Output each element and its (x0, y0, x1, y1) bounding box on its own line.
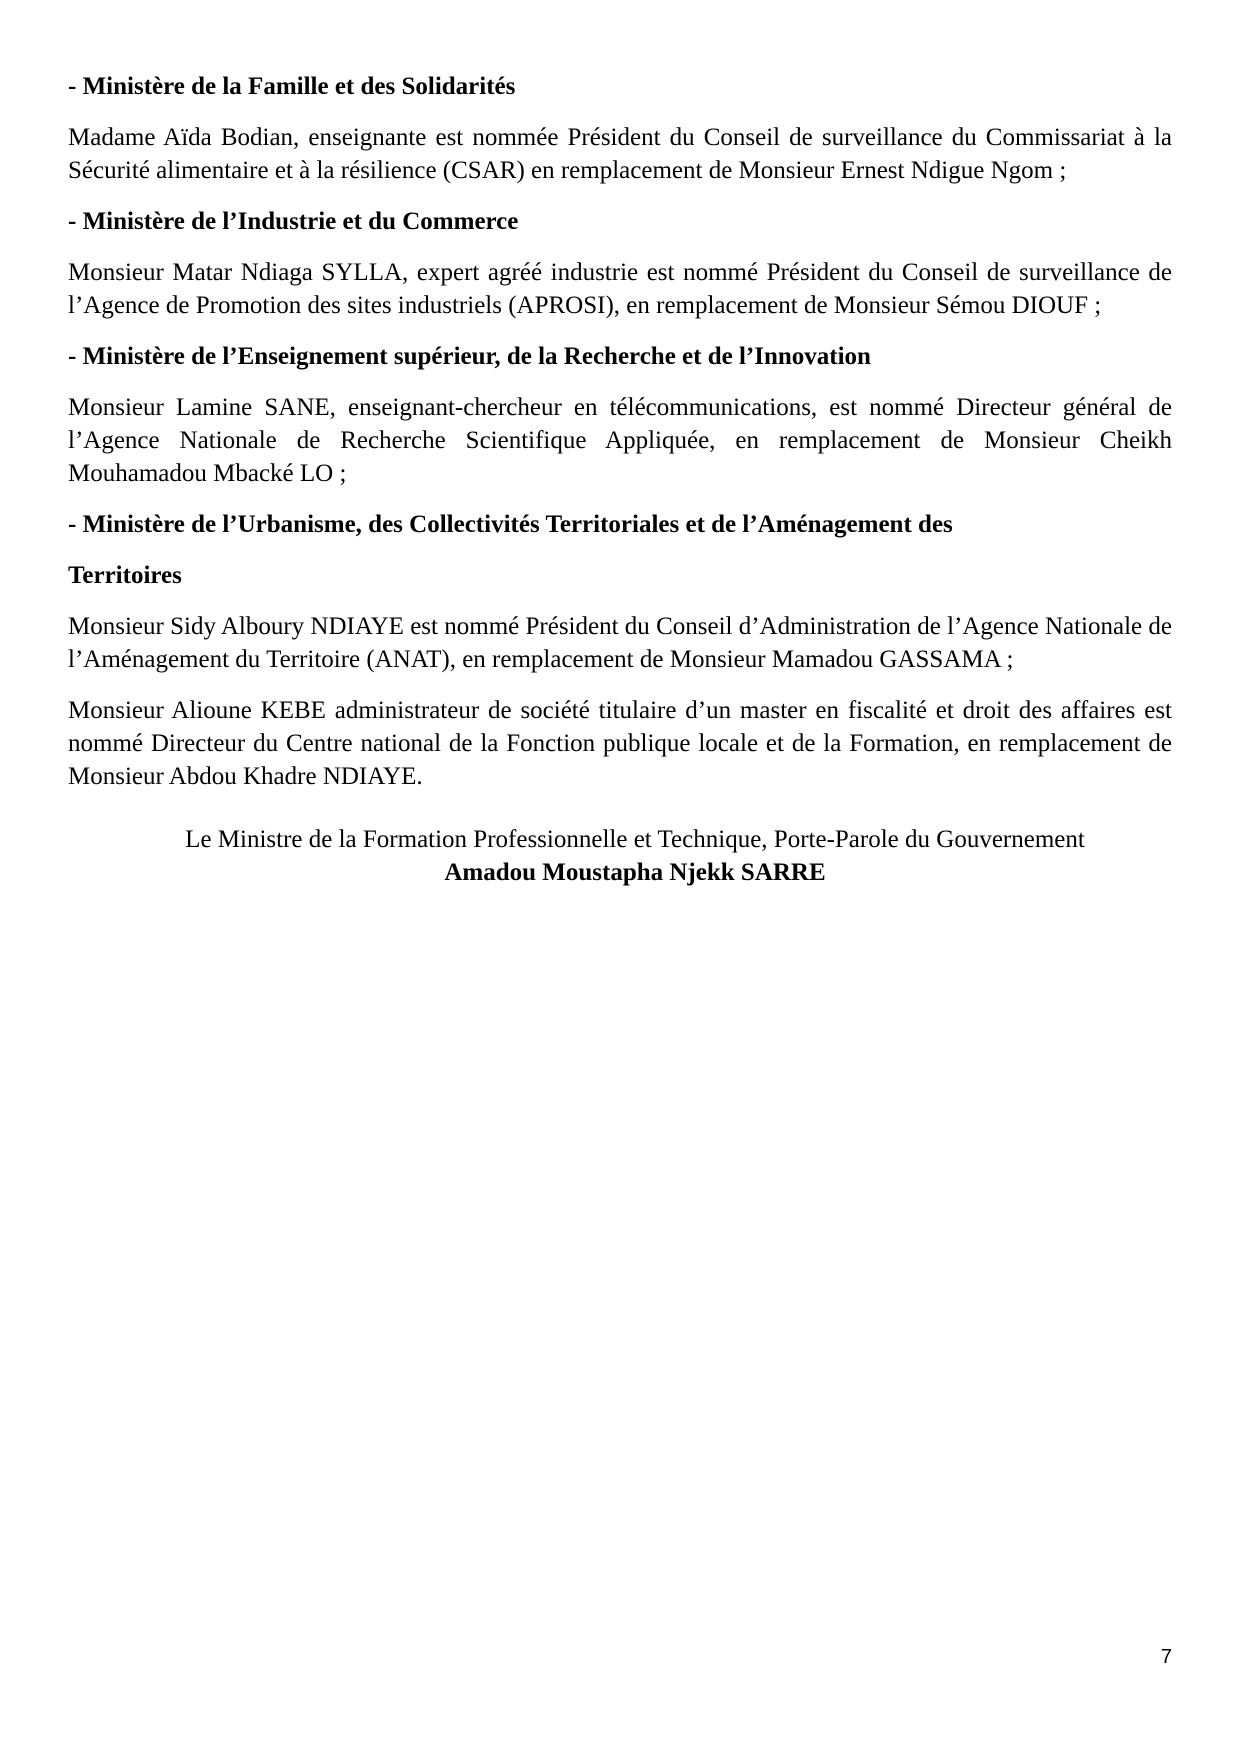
ministry-heading-industrie: - Ministère de l’Industrie et du Commerce (68, 208, 519, 235)
nomination-paragraph-bodian: Madame Aïda Bodian, enseignante est nommée Président du Conseil de surveillance du Commissariat à la Sécurité alimentaire et à la résilience (CSAR) en remplacement de Monsieur Ernest Ndigue Ngom ; (68, 124, 1172, 184)
page-number: 7 (1160, 1646, 1172, 1668)
nomination-paragraph-sylla: Monsieur Matar Ndiaga SYLLA, expert agréé industrie est nommé Président du Conseil de surveillance de l’Agence de Promotion des sites industriels (APROSI), en remplacement de Monsieur Sémou DIOUF ; (68, 259, 1172, 319)
nomination-paragraph-kebe: Monsieur Alioune KEBE administrateur de société titulaire d’un master en fiscalité et droit des affaires est nommé Directeur du Centre national de la Fonction publique locale et de la Formation, en remplacement de Monsieur Abdou Khadre NDIAYE. (68, 697, 1172, 790)
signature-block (68, 823, 1172, 889)
ministry-heading-enseignement: - Ministère de l’Enseignement supérieur, de la Recherche et de l’Innovation (68, 343, 871, 370)
nomination-paragraph-sane: Monsieur Lamine SANE, enseignant-chercheur en télécommunications, est nommé Directeur général de l’Agence Nationale de Recherche Scientifique Appliquée, en remplacement de Monsieur Cheikh Mouhamadou Mbacké LO ; (68, 394, 1172, 487)
nomination-paragraph-ndiaye: Monsieur Sidy Alboury NDIAYE est nommé Président du Conseil d’Administration de l’Agence Nationale de l’Aménagement du Territoire (ANAT), en remplacement de Monsieur Mamadou GASSAMA ; (68, 613, 1172, 673)
ministry-heading-urbanisme-line2: Territoires (68, 562, 182, 589)
ministry-heading-urbanisme-line1: - Ministère de l’Urbanisme, des Collectivités Territoriales et de l’Aménagement des (68, 511, 953, 538)
signatory-name: Amadou Moustapha Njekk SARRE (444, 859, 826, 886)
document-body (68, 70, 1172, 889)
ministry-heading-famille: - Ministère de la Famille et des Solidarités (68, 73, 516, 100)
signatory-title: Le Ministre de la Formation Professionnelle et Technique, Porte-Parole du Gouvernement (185, 826, 1085, 853)
